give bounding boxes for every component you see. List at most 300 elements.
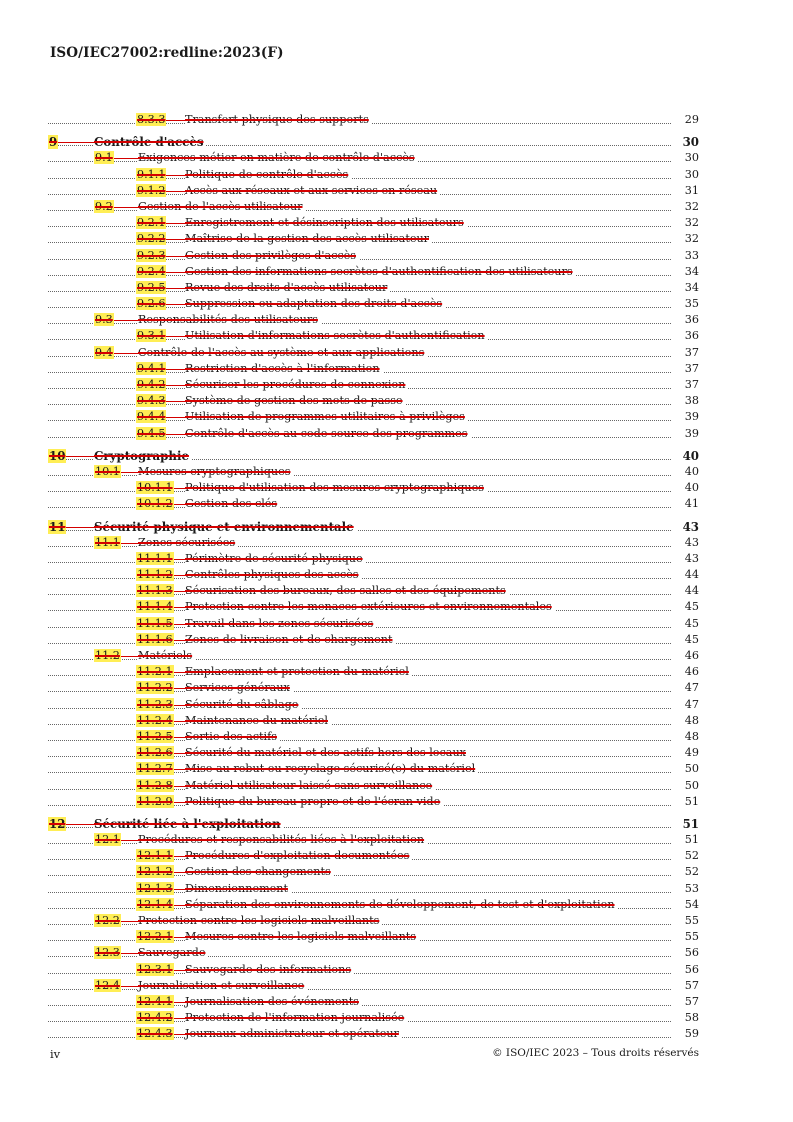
redline-connector	[121, 840, 138, 841]
toc-number-highlight: 11.2.1	[137, 665, 173, 679]
toc-entry-number	[136, 778, 174, 794]
toc-entry[interactable]	[48, 680, 699, 696]
toc-entry-title: Maintenance du matériel	[185, 713, 331, 729]
toc-entry-number	[136, 231, 166, 247]
redline-connector	[121, 656, 138, 657]
toc-entry-number	[48, 816, 66, 832]
toc-entry-title: Protection contre les logiciels malveillants	[138, 913, 382, 929]
redline-connector	[166, 239, 185, 240]
toc-entry-number	[136, 897, 174, 913]
redline-connector	[174, 488, 185, 489]
toc-entry-number	[136, 393, 166, 409]
toc-entry-page: 59	[682, 1026, 699, 1042]
toc-entry-number	[136, 664, 174, 680]
redline-connector	[174, 705, 185, 706]
toc-entry-number	[136, 280, 166, 296]
toc-entry-title: Matériel utilisateur laissé sans surveillance	[185, 778, 435, 794]
toc-entry-number	[136, 697, 174, 713]
toc-entry-page: 51	[680, 816, 699, 832]
toc-number-highlight: 11.1.6	[137, 632, 173, 646]
toc-entry[interactable]	[48, 167, 699, 183]
redline-connector	[66, 456, 94, 457]
toc-entry-page: 40	[682, 464, 699, 480]
toc-number-highlight: 9.1	[95, 151, 113, 165]
toc-entry-number	[94, 312, 114, 328]
toc-entry[interactable]	[48, 713, 699, 729]
toc-entry-number	[94, 345, 114, 361]
toc-entry-page: 32	[682, 199, 699, 215]
toc-entry-title: Politique de contrôle d'accès	[185, 167, 351, 183]
toc-entry-title: Mesures contre les logiciels malveillants	[185, 929, 419, 945]
toc-number-highlight: 10.1.2	[137, 497, 173, 511]
toc-entry-title: Contrôle d'accès	[94, 134, 206, 150]
toc-entry-title: Procédures d'exploitation documentées	[185, 848, 412, 864]
toc-entry-number	[136, 599, 174, 615]
toc-entry[interactable]	[48, 632, 699, 648]
redline-connector	[174, 1018, 185, 1019]
redline-connector	[174, 607, 185, 608]
toc-entry-page: 31	[682, 183, 699, 199]
toc-entry-title: Zones de livraison et de chargement	[185, 632, 396, 648]
toc-entry-title: Sauvegarde des informations	[185, 962, 354, 978]
toc-entry-page: 30	[680, 134, 699, 150]
toc-entry-page: 50	[682, 778, 699, 794]
toc-entry-page: 58	[682, 1010, 699, 1026]
toc-number-highlight: 9.4.5	[137, 426, 166, 440]
toc-number-highlight: 11.2.3	[137, 697, 173, 711]
redline-connector	[174, 575, 185, 576]
toc-entry[interactable]	[48, 296, 699, 312]
redline-connector	[174, 688, 185, 689]
toc-entry-title: Périmètre de sécurité physique	[185, 551, 366, 567]
redline-connector	[166, 401, 185, 402]
toc-entry-title: Gestion des privilèges d'accès	[185, 248, 359, 264]
redline-connector	[166, 304, 185, 305]
toc-entry-number	[94, 648, 121, 664]
toc-entry-number	[94, 913, 121, 929]
toc-entry-page: 56	[682, 945, 699, 961]
toc-entry-number	[136, 1026, 174, 1042]
toc-entry[interactable]	[48, 664, 699, 680]
redline-connector	[174, 856, 185, 857]
toc-entry-title: Transfert physique des supports	[185, 112, 372, 128]
toc-entry-title: Procédures et responsabilités liées à l'exploitation	[138, 832, 427, 848]
toc-number-highlight: 11.2.2	[137, 681, 173, 695]
toc-entry-number	[136, 680, 174, 696]
toc-entry-title: Politique d'utilisation des mesures cryptographiques	[185, 480, 487, 496]
toc-number-highlight: 9.2.6	[137, 297, 166, 311]
toc-entry-page: 33	[682, 248, 699, 264]
redline-connector	[174, 753, 185, 754]
toc-entry-title: Mise au rebut ou recyclage sécurisé(e) du matériel	[185, 761, 478, 777]
page-number-footer: iv	[50, 1047, 61, 1061]
toc-number-highlight: 12.2	[95, 914, 120, 927]
toc-entry[interactable]	[48, 426, 699, 442]
toc-entry[interactable]	[48, 697, 699, 713]
toc-entry-page: 48	[682, 729, 699, 745]
toc-entry[interactable]	[48, 816, 699, 832]
toc-entry-number	[136, 377, 166, 393]
toc-number-highlight: 9	[49, 135, 58, 150]
redline-connector	[166, 120, 185, 121]
toc-entry-page: 44	[682, 583, 699, 599]
toc-entry[interactable]	[48, 112, 699, 128]
redline-connector	[114, 353, 138, 354]
toc-entry-number	[94, 199, 114, 215]
toc-number-highlight: 9.2.4	[137, 264, 166, 278]
toc-entry-title: Accès aux réseaux et aux services en réseau	[185, 183, 440, 199]
toc-number-highlight: 11.2	[95, 649, 120, 662]
copyright-footer: © ISO/IEC 2023 – Tous droits réservés	[492, 1047, 699, 1059]
toc-entry-page: 41	[682, 496, 699, 512]
toc-entry-title: Travail dans les zones sécurisées	[185, 616, 376, 632]
toc-entry[interactable]	[48, 962, 699, 978]
toc-entry-title: Services généraux	[185, 680, 293, 696]
toc-entry-number	[136, 729, 174, 745]
toc-entry-page: 57	[682, 978, 699, 994]
toc-number-highlight: 12.4.3	[137, 1027, 173, 1041]
toc-number-highlight: 12.3	[95, 946, 120, 960]
toc-entry[interactable]	[48, 535, 699, 551]
toc-entry-number	[136, 167, 166, 183]
toc-entry-number	[136, 794, 174, 810]
toc-entry[interactable]	[48, 328, 699, 344]
toc-entry[interactable]	[48, 729, 699, 745]
toc-entry-number	[94, 978, 121, 994]
toc-entry[interactable]	[48, 134, 699, 150]
toc-entry[interactable]	[48, 881, 699, 897]
toc-entry[interactable]	[48, 496, 699, 512]
toc-number-highlight: 9.1.1	[137, 167, 166, 181]
toc-entry-page: 43	[680, 519, 699, 535]
toc-entry[interactable]	[48, 978, 699, 994]
toc-number-highlight: 10.1	[95, 464, 120, 478]
toc-number-highlight: 9.3	[95, 313, 113, 327]
toc-entry-page: 38	[682, 393, 699, 409]
toc-entry[interactable]	[48, 897, 699, 913]
toc-entry-page: 32	[682, 231, 699, 247]
toc-entry-title: Politique du bureau propre et de l'écran vide	[185, 794, 443, 810]
toc-entry-number	[136, 248, 166, 264]
toc-entry-title: Cryptographie	[94, 448, 192, 464]
toc-entry-page: 43	[682, 535, 699, 551]
toc-entry-page: 37	[682, 361, 699, 377]
toc-entry-title: Contrôles physiques des accès	[185, 567, 362, 583]
redline-connector	[174, 591, 185, 592]
toc-entry-title: Sortie des actifs	[185, 729, 280, 745]
redline-connector	[174, 786, 185, 787]
redline-connector	[114, 320, 138, 321]
toc-entry-number	[136, 328, 166, 344]
toc-entry[interactable]	[48, 551, 699, 567]
toc-entry[interactable]	[48, 345, 699, 361]
toc-number-highlight: 11.1.5	[137, 616, 173, 630]
toc-number-highlight: 12.4.2	[137, 1011, 173, 1025]
toc-entry-page: 45	[682, 616, 699, 632]
toc-entry-number	[136, 480, 174, 496]
toc-entry[interactable]	[48, 616, 699, 632]
toc-entry-title: Protection de l'information journalisée	[185, 1010, 407, 1026]
redline-connector	[166, 417, 185, 418]
toc-entry[interactable]	[48, 480, 699, 496]
toc-entry-number	[136, 409, 166, 425]
document-header: ISO/IEC27002:redline:2023(F)	[50, 45, 284, 61]
toc-entry-page: 51	[682, 832, 699, 848]
toc-entry-number	[94, 150, 114, 166]
toc-entry[interactable]	[48, 248, 699, 264]
toc-entry-page: 43	[682, 551, 699, 567]
redline-connector	[174, 624, 185, 625]
toc-entry-title: Sécurité du câblage	[185, 697, 301, 713]
toc-entry-number	[136, 1010, 174, 1026]
toc-entry-number	[136, 426, 166, 442]
toc-entry[interactable]	[48, 583, 699, 599]
redline-connector	[174, 769, 185, 770]
redline-connector	[166, 385, 185, 386]
toc-entry[interactable]	[48, 794, 699, 810]
toc-number-highlight: 12.4	[95, 978, 120, 992]
toc-entry-number	[136, 632, 174, 648]
redline-connector	[174, 1002, 185, 1003]
toc-number-highlight: 9.1.2	[137, 183, 166, 197]
redline-connector	[174, 872, 185, 873]
toc-number-highlight: 12.1.2	[137, 865, 173, 879]
toc-entry-page: 44	[682, 567, 699, 583]
toc-entry-number	[136, 215, 166, 231]
redline-connector	[58, 142, 94, 143]
toc-number-highlight: 11.2.9	[137, 794, 173, 808]
toc-entry-page: 30	[682, 167, 699, 183]
toc-entry-title: Utilisation de programmes utilitaires à privilèges	[185, 409, 468, 425]
redline-connector	[174, 937, 185, 938]
redline-connector	[174, 640, 185, 641]
redline-connector	[166, 175, 185, 176]
toc-entry-title: Sécurité liée à l'exploitation	[94, 816, 284, 832]
toc-entry-title: Sécuriser les procédures de connexion	[185, 377, 408, 393]
toc-entry-number	[94, 945, 121, 961]
toc-entry-number	[136, 616, 174, 632]
toc-entry-page: 34	[682, 280, 699, 296]
toc-entry[interactable]	[48, 264, 699, 280]
toc-entry-page: 46	[682, 648, 699, 664]
redline-connector	[174, 672, 185, 673]
toc-entry[interactable]	[48, 848, 699, 864]
redline-connector	[174, 970, 185, 971]
toc-entry[interactable]	[48, 778, 699, 794]
toc-number-highlight: 9.3.1	[137, 329, 166, 343]
toc-entry-page: 50	[682, 761, 699, 777]
toc-entry[interactable]	[48, 231, 699, 247]
toc-entry-title: Restriction d'accès à l'information	[185, 361, 383, 377]
toc-number-highlight: 9.2.3	[137, 248, 166, 262]
toc-number-highlight: 11.1	[95, 535, 120, 549]
toc-number-highlight: 9.4.2	[137, 378, 166, 391]
toc-entry-page: 55	[682, 929, 699, 945]
toc-entry[interactable]	[48, 1026, 699, 1042]
toc-entry-number	[136, 745, 174, 761]
redline-connector	[166, 336, 185, 337]
toc-entry-title: Utilisation d'informations secrètes d'authentification	[185, 328, 488, 344]
toc-number-highlight: 12.3.1	[137, 962, 173, 976]
toc-entry[interactable]	[48, 761, 699, 777]
toc-entry-title: Protection contre les menaces extérieures et environnementales	[185, 599, 555, 615]
toc-entry-number	[136, 296, 166, 312]
redline-connector	[174, 802, 185, 803]
toc-entry[interactable]	[48, 864, 699, 880]
toc-number-highlight: 9.4.1	[137, 361, 166, 375]
toc-entry[interactable]	[48, 519, 699, 535]
toc-entry-page: 47	[682, 697, 699, 713]
redline-connector	[174, 559, 185, 560]
toc-entry-number	[136, 551, 174, 567]
redline-connector	[121, 472, 138, 473]
toc-entry-number	[136, 864, 174, 880]
toc-entry[interactable]	[48, 945, 699, 961]
toc-entry[interactable]	[48, 464, 699, 480]
toc-entry[interactable]	[48, 913, 699, 929]
redline-connector	[121, 921, 138, 922]
redline-connector	[166, 256, 185, 257]
toc-entry[interactable]	[48, 150, 699, 166]
toc-entry[interactable]	[48, 994, 699, 1010]
toc-entry-page: 48	[682, 713, 699, 729]
redline-connector	[66, 824, 94, 825]
redline-connector	[121, 543, 138, 544]
toc-entry[interactable]	[48, 312, 699, 328]
redline-connector	[121, 953, 138, 954]
toc-entry-title: Suppression ou adaptation des droits d'accès	[185, 296, 445, 312]
toc-entry-page: 37	[682, 345, 699, 361]
toc-entry-page: 29	[682, 112, 699, 128]
redline-connector	[166, 272, 185, 273]
redline-connector	[174, 737, 185, 738]
toc-entry-page: 55	[682, 913, 699, 929]
toc-entry[interactable]	[48, 409, 699, 425]
toc-entry-title: Emplacement et protection du matériel	[185, 664, 412, 680]
toc-number-highlight: 11.2.6	[137, 746, 173, 760]
toc-number-highlight: 11.2.5	[137, 729, 173, 743]
toc-number-highlight: 11.2.4	[137, 713, 173, 727]
toc-entry-title: Mesures cryptographiques	[138, 464, 293, 480]
toc-number-highlight: 12.1.4	[137, 897, 173, 911]
toc-entry[interactable]	[48, 215, 699, 231]
toc-entry[interactable]	[48, 1010, 699, 1026]
toc-entry-title: Contrôle d'accès au code source des programmes	[185, 426, 471, 442]
toc-entry-page: 45	[682, 632, 699, 648]
toc-entry-title: Séparation des environnements de développement, de test et d'exploitation	[185, 897, 618, 913]
toc-entry-page: 34	[682, 264, 699, 280]
toc-entry[interactable]	[48, 361, 699, 377]
toc-number-highlight: 9.4.3	[137, 394, 166, 408]
toc-entry[interactable]	[48, 929, 699, 945]
toc-entry-page: 32	[682, 215, 699, 231]
toc-entry-title: Responsabilités des utilisateurs	[138, 312, 321, 328]
toc-entry-number	[136, 567, 174, 583]
toc-number-highlight: 9.4.4	[137, 410, 166, 424]
redline-connector	[114, 207, 138, 208]
toc-entry-title: Gestion de l'accès utilisateur	[138, 199, 306, 215]
toc-number-highlight: 11.1.1	[137, 551, 173, 565]
toc-entry-number	[48, 448, 66, 464]
toc-entry-title: Système de gestion des mots de passe	[185, 393, 406, 409]
redline-connector	[174, 721, 185, 722]
toc-entry-number	[136, 962, 174, 978]
toc-number-highlight: 12.2.1	[137, 930, 173, 944]
toc-entry-page: 46	[682, 664, 699, 680]
redline-connector	[174, 889, 185, 890]
toc-entry-page: 49	[682, 745, 699, 761]
toc-entry[interactable]	[48, 745, 699, 761]
redline-connector	[114, 158, 138, 159]
toc-entry[interactable]	[48, 199, 699, 215]
toc-entry-title: Journalisation et surveillance	[138, 978, 307, 994]
toc-entry-title: Sécurisation des bureaux, des salles et des équipements	[185, 583, 509, 599]
toc-entry-number	[136, 994, 174, 1010]
toc-entry-page: 51	[682, 794, 699, 810]
toc-entry-page: 52	[682, 848, 699, 864]
toc-number-highlight: 11.1.3	[137, 584, 173, 598]
toc-entry[interactable]	[48, 599, 699, 615]
toc-entry[interactable]	[48, 832, 699, 848]
toc-entry-number	[94, 464, 121, 480]
toc-entry-page: 53	[682, 881, 699, 897]
toc-entry-number	[136, 761, 174, 777]
redline-connector	[166, 191, 185, 192]
toc-entry-number	[136, 848, 174, 864]
toc-entry-page: 47	[682, 680, 699, 696]
toc-entry[interactable]	[48, 393, 699, 409]
toc-number-highlight: 9.4	[95, 345, 113, 359]
toc-entry[interactable]	[48, 280, 699, 296]
toc-number-highlight: 9.2.5	[137, 280, 166, 294]
toc-entry-number	[136, 929, 174, 945]
toc-entry-page: 54	[682, 897, 699, 913]
redline-connector	[174, 1034, 185, 1035]
toc-entry-title: Enregistrement et désinscription des utilisateurs	[185, 215, 467, 231]
toc-entry-page: 39	[682, 409, 699, 425]
toc-entry-page: 37	[682, 377, 699, 393]
toc-entry-number	[136, 496, 174, 512]
toc-entry-page: 36	[682, 328, 699, 344]
toc-number-highlight: 11.2.7	[137, 762, 173, 776]
toc-entry-title: Sauvegarde	[138, 945, 208, 961]
toc-entry[interactable]	[48, 448, 699, 464]
toc-entry-number	[136, 881, 174, 897]
toc-entry-number	[94, 535, 121, 551]
toc-entry-number	[136, 713, 174, 729]
toc-number-highlight: 11	[49, 519, 66, 534]
toc-entry[interactable]	[48, 567, 699, 583]
toc-entry-page: 57	[682, 994, 699, 1010]
toc-entry[interactable]	[48, 648, 699, 664]
toc-entry-page: 40	[680, 448, 699, 464]
toc-entry[interactable]	[48, 183, 699, 199]
toc-entry-number	[48, 519, 66, 535]
redline-connector	[121, 986, 138, 987]
redline-connector	[166, 434, 185, 435]
toc-entry-title: Exigences métier en matière de contrôle d'accès	[138, 150, 418, 166]
toc-entry[interactable]	[48, 377, 699, 393]
redline-connector	[174, 905, 185, 906]
toc-entry-title: Dimensionnement	[185, 881, 291, 897]
redline-connector	[166, 288, 185, 289]
toc-entry-page: 40	[682, 480, 699, 496]
toc-number-highlight: 12.1	[95, 833, 120, 847]
toc-entry-number	[136, 183, 166, 199]
toc-number-highlight: 9.2.1	[137, 216, 166, 230]
toc-entry-title: Journaux administrateur et opérateur	[185, 1026, 402, 1042]
toc-number-highlight: 11.1.4	[137, 600, 173, 614]
